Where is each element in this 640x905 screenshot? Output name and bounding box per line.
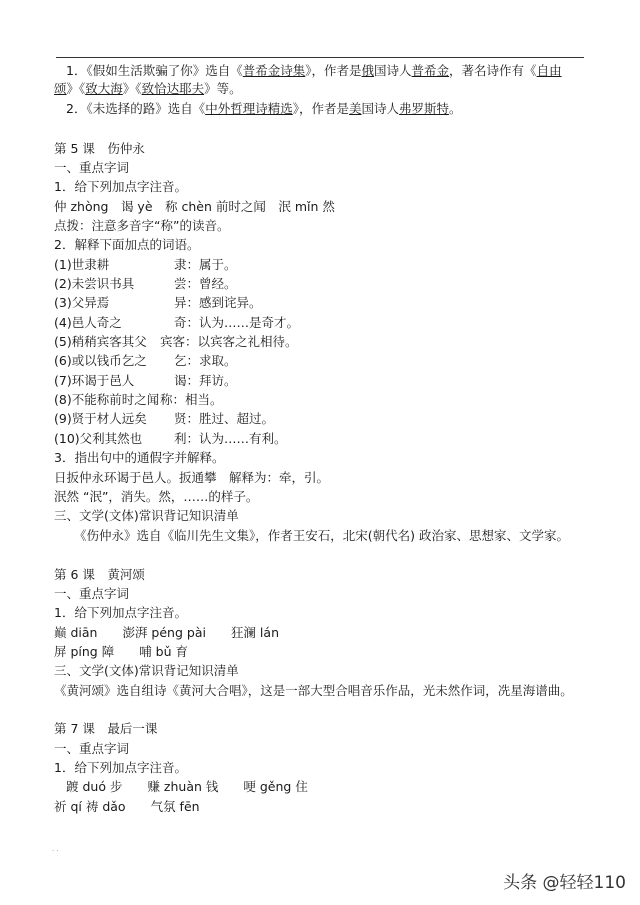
term-5: (5)稍稍宾客其父 <box>54 334 147 349</box>
term-1: (1)世隶耕 <box>54 257 110 272</box>
term-9: (9)贤于材人远矣 <box>54 411 147 426</box>
lesson7-pinyin-1: 踱 duó 步 赚 zhuàn 钱 哽 gěng 住 <box>66 779 308 794</box>
meaning-1: 隶：属于。 <box>174 257 237 272</box>
term-7: (7)环谒于邑人 <box>54 373 135 388</box>
text: 国诗人 <box>361 101 400 116</box>
lesson7-section1: 一、重点字词 <box>54 741 130 756</box>
term-10: (10)父利其然也 <box>54 431 143 446</box>
text: 自由 <box>536 63 562 78</box>
text: 普希金诗集 <box>242 63 306 78</box>
lesson7-title: 第 7 课 最后一课 <box>54 721 158 736</box>
text: 俄 <box>361 63 375 78</box>
watermark: 头条 @轻轻110 <box>503 873 626 893</box>
meaning-5: 宾客：以宾客之礼相待。 <box>160 334 298 349</box>
term-4: (4)邑人奇之 <box>54 315 122 330</box>
text: 2．《未选择的路》选自《 <box>66 101 206 116</box>
lesson6-q1: 1．给下列加点字注音。 <box>54 605 187 620</box>
text: 弗罗斯特 <box>399 101 450 116</box>
text: 》，作者是 <box>292 101 349 116</box>
lesson6-pinyin-1: 巅 diān 澎湃 péng pài 狂澜 lán <box>54 625 279 640</box>
lesson5-tongjia-1: 日扳仲永环谒于邑人。扳通攀 解释为：牵，引。 <box>54 470 330 485</box>
text: 普希金 <box>411 63 450 78</box>
text: 1．《假如生活欺骗了你》选自《 <box>66 63 243 78</box>
term-2: (2)未尝识书具 <box>54 276 135 291</box>
lesson6-title: 第 6 课 黄河颂 <box>54 567 145 582</box>
term-8: (8)不能称前时之闻 <box>54 392 160 407</box>
text: 》《 <box>122 81 142 96</box>
lesson5-pinyin: 仲 zhòng 谒 yè 称 chèn 前时之闻 泯 mǐn 然 <box>54 199 335 214</box>
lesson5-q3: 3．指出句中的通假字并解释。 <box>54 450 225 465</box>
lesson5-q2: 2．解释下面加点的词语。 <box>54 237 200 252</box>
text: 》等。 <box>204 81 242 96</box>
meaning-9: 贤：胜过、超过。 <box>174 411 275 426</box>
text: 。 <box>449 101 462 116</box>
intro-line-1 <box>66 62 562 80</box>
text: 》《 <box>66 81 86 96</box>
lesson5-section3: 三、文学(文体)常识背记知识清单 <box>54 508 239 523</box>
text: 》，作者是 <box>305 63 362 78</box>
meaning-3: 异：感到诧异。 <box>174 295 262 310</box>
lesson7-pinyin-2: 祈 qí 祷 dǎo 气氛 fēn <box>54 799 200 814</box>
text: ，著名诗作有《 <box>449 63 537 78</box>
intro-line-2 <box>66 100 462 118</box>
lesson5-title: 第 5 课 伤仲永 <box>54 141 145 156</box>
lesson6-section3: 三、文学(文体)常识背记知识清单 <box>54 663 239 678</box>
lesson5-tip: 点拨：注意多音字“称”的读音。 <box>54 218 230 233</box>
text: 美 <box>349 101 362 116</box>
lesson6-literature: 《黄河颂》选自组诗《黄河大合唱》，这是一部大型合唱音乐作品，光未然作词，冼星海谱曲。 <box>54 683 573 698</box>
lesson6-pinyin-2: 屏 píng 障 哺 bǔ 育 <box>54 644 189 659</box>
meaning-6: 乞：求取。 <box>174 353 237 368</box>
text: 颂 <box>54 81 67 96</box>
top-divider <box>56 57 584 58</box>
lesson6-section1: 一、重点字词 <box>54 586 130 601</box>
lesson5-literature: 《伤仲永》选自《临川先生文集》，作者王安石，北宋(朝代名) 政治家、思想家、文学家。 <box>74 528 569 543</box>
meaning-4: 奇：认为……是奇才。 <box>174 315 300 330</box>
lesson7-q1: 1．给下列加点字注音。 <box>54 760 187 775</box>
page-mark: . . <box>52 845 59 853</box>
lesson5-tongjia-2: 泯然 “泯”，消失。然，……的样子。 <box>54 489 259 504</box>
lesson5-q1: 1．给下列加点字注音。 <box>54 179 187 194</box>
meaning-2: 尝：曾经。 <box>174 276 237 291</box>
term-6: (6)或以钱币乞之 <box>54 353 147 368</box>
meaning-8: 称：相当。 <box>160 392 223 407</box>
term-3: (3)父异焉 <box>54 295 110 310</box>
lesson5-section1: 一、重点字词 <box>54 160 130 175</box>
text: 国诗人 <box>374 63 412 78</box>
text: 中外哲理诗精选 <box>205 101 293 116</box>
meaning-7: 谒：拜访。 <box>174 373 237 388</box>
intro-line-1b <box>54 80 242 98</box>
text: 致恰达耶夫 <box>141 81 205 96</box>
text: 致大海 <box>85 81 123 96</box>
meaning-10: 利：认为……有利。 <box>174 431 287 446</box>
